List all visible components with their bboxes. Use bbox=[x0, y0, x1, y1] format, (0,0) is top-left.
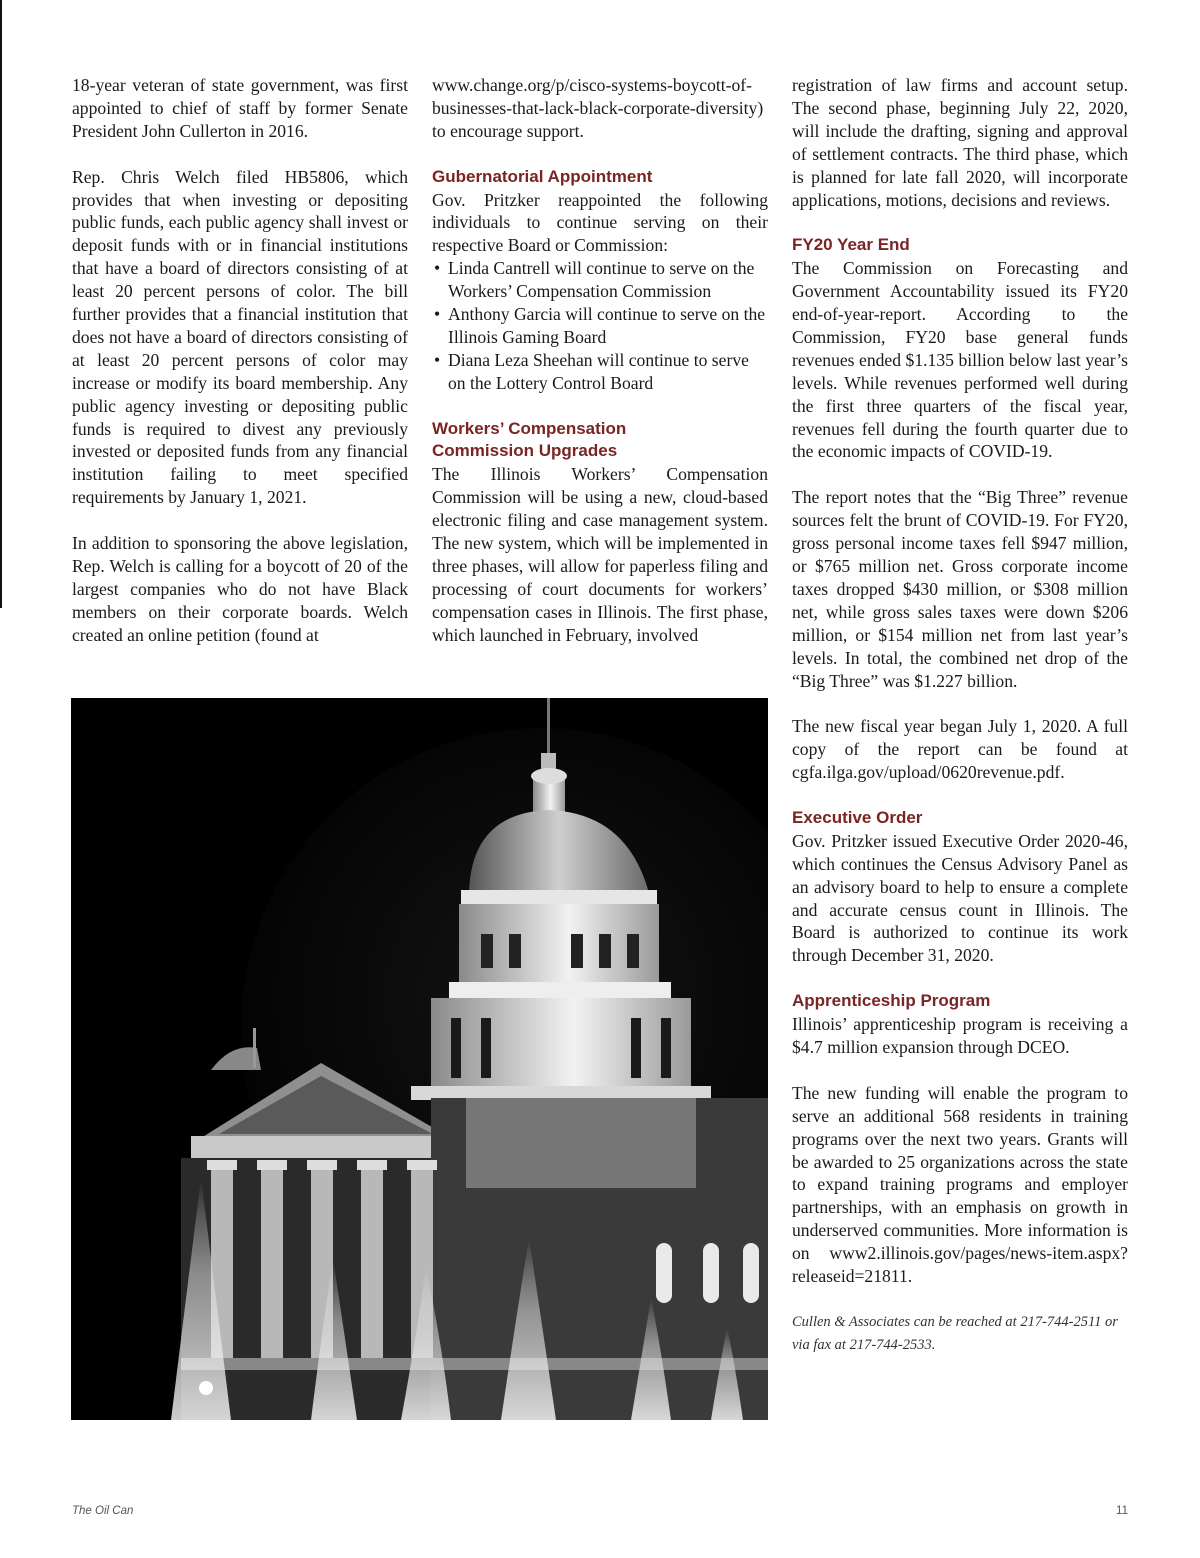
list-item: • Anthony Garcia will continue to serve on the Illinois Gaming Board bbox=[432, 303, 768, 349]
capitol-photo bbox=[71, 698, 768, 1420]
column-1 bbox=[72, 74, 408, 670]
paragraph: Gov. Pritzker reappointed the following individuals to continue serving on their respective Board or Commission: bbox=[432, 189, 768, 256]
page-edge-rule bbox=[0, 0, 2, 608]
column-3 bbox=[792, 74, 1128, 1380]
paragraph: www.change.org/p/cisco-systems-boycott-of-businesses-that-lack-black-corporate-diversity) to encourage support. bbox=[432, 75, 764, 141]
paragraph: In addition to sponsoring the above legislation, Rep. Welch is calling for a boycott of 20 of the largest companies who do not have Black members on their corporate boards. Welch created an online petition (found at bbox=[72, 533, 408, 645]
paragraph: Illinois’ apprenticeship program is receiving a $4.7 million expansion through DCEO. bbox=[792, 1014, 1128, 1057]
column-2 bbox=[432, 74, 768, 670]
list-item: • Linda Cantrell will continue to serve on the Workers’ Compensation Commission bbox=[432, 257, 768, 303]
paragraph: The new fiscal year began July 1, 2020. A full copy of the report can be found at cgfa.ilga.gov/upload/0620revenue.pdf. bbox=[792, 716, 1128, 783]
section-heading-apprenticeship: Apprenticeship Program bbox=[792, 991, 991, 1011]
paragraph: Gov. Pritzker issued Executive Order 2020-46, which continues the Census Advisory Panel as an advisory board to help to ensure a complete and accurate census count in Illinois. The Board is authorized to continue its work through December 31, 2020. bbox=[792, 830, 1128, 966]
heading-line: Commission Upgrades bbox=[432, 441, 618, 461]
paragraph: The Commission on Forecasting and Government Accountability issued its FY20 end-of-year-report. According to the Commission, FY20 base general funds revenues ended $1.135 billion below last year’s levels. While revenues performed well during the first three quarters of the fiscal year, revenues fell during the fourth quarter due to the economic impacts of COVID-19. bbox=[792, 258, 1128, 462]
paragraph: The Illinois Workers’ Compensation Commission will be using a new, cloud-based electronic filing and case management system. The new system, which will be implemented in three phases, will allow for paperless filing and processing of court documents for workers’ compensation cases in Illinois. The first phase, which launched in February, involved bbox=[432, 464, 768, 645]
publication-name: The Oil Can bbox=[72, 1505, 134, 1517]
list-item: • Diana Leza Sheehan will continue to serve on the Lottery Control Board bbox=[432, 349, 768, 395]
appointment-list bbox=[432, 257, 768, 394]
paragraph: 18-year veteran of state government, was first appointed to chief of staff by former Senate President John Cullerton in 2016. bbox=[72, 75, 408, 141]
contact-credit: Cullen & Associates can be reached at 217-744-2511 or via fax at 217-744-2533. bbox=[792, 1313, 1118, 1353]
paragraph: Rep. Chris Welch filed HB5806, which provides that when investing or depositing public funds, each public agency shall invest or deposit funds with or in financial institutions that have a board of directors consisting of at least 20 percent persons of color. The bill further provides that a financial institution that does not have a board of directors consisting of at least 20 percent persons of color may increase or modify its board membership. Any public agency investing or depositing public funds is required to divest any previously invested or deposited funds from any financial institution failing to meet specified requirements by January 1, 2021. bbox=[72, 166, 408, 508]
section-heading-fy20: FY20 Year End bbox=[792, 235, 910, 255]
paragraph: The new funding will enable the program to serve an additional 568 residents in training programs over the next two years. Grants will be awarded to 25 organizations across the state to expand training programs and employer partnerships, with an emphasis on growth in underserved communities. More information is on www2.illinois.gov/pages/news-item.aspx?releaseid=21811. bbox=[792, 1082, 1128, 1287]
section-heading-workers-comp bbox=[432, 418, 768, 464]
section-heading-executive-order: Executive Order bbox=[792, 807, 923, 827]
section-heading-gubernatorial: Gubernatorial Appointment bbox=[432, 166, 653, 186]
capitol-illustration bbox=[71, 698, 768, 1420]
heading-line: Workers’ Compensation bbox=[432, 418, 627, 438]
paragraph: The report notes that the “Big Three” revenue sources felt the brunt of COVID-19. For FY20, gross personal income taxes fell $947 million, or $765 million net. Gross corporate income taxes dropped $430 million, or $308 million net, while gross sales taxes were down $206 million, or $154 million net from last year’s levels. In total, the combined net drop of the “Big Three” was $1.227 billion. bbox=[792, 487, 1128, 691]
page-number: 11 bbox=[1116, 1505, 1128, 1517]
paragraph: registration of law firms and account setup. The second phase, beginning July 22, 2020, will include the drafting, signing and approval of settlement contracts. The third phase, which is planned for late fall 2020, will incorporate applications, motions, decisions and reviews. bbox=[792, 75, 1128, 210]
